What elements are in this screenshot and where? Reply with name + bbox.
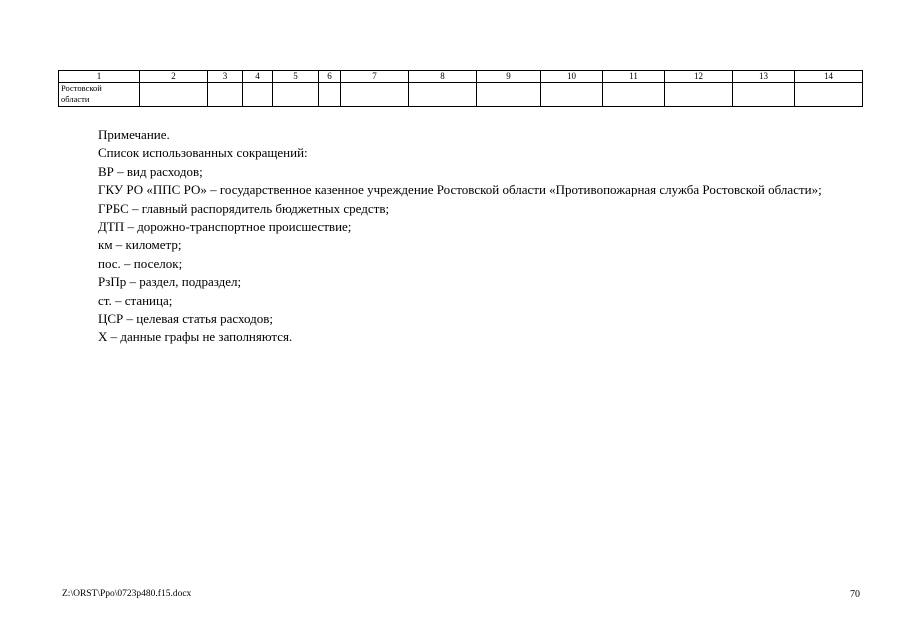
table-cell [665, 83, 733, 107]
abbreviation-item: РзПр – раздел, подраздел; [98, 274, 242, 290]
abbreviation-item: ДТП – дорожно-транспортное происшествие; [98, 219, 352, 235]
row-label-line: области [61, 94, 90, 104]
column-number: 3 [208, 71, 243, 83]
abbreviations-heading: Список использованных сокращений: [98, 145, 308, 161]
table-cell [603, 83, 665, 107]
table-cell [477, 83, 541, 107]
column-number: 12 [665, 71, 733, 83]
table-cell [733, 83, 795, 107]
column-number: 9 [477, 71, 541, 83]
abbreviation-item: ГКУ РО «ППС РО» – государственное казенное учреждение Ростовской области «Противопожарная служба Ростовской области»; [98, 182, 822, 198]
abbreviation-item: ВР – вид расходов; [98, 163, 203, 179]
abbreviation-item: ст. – станица; [98, 292, 173, 308]
row-label-line: Ростовской [61, 83, 102, 93]
column-number: 7 [341, 71, 409, 83]
table-cell [319, 83, 341, 107]
page-number: 70 [850, 589, 860, 600]
table-cell [341, 83, 409, 107]
column-number: 13 [733, 71, 795, 83]
row-label-cell [59, 83, 140, 107]
abbreviation-item: ЦСР – целевая статья расходов; [98, 311, 273, 327]
table-cell [795, 83, 863, 107]
table-cell [409, 83, 477, 107]
column-number: 8 [409, 71, 477, 83]
footer-file-path: Z:\ORST\Ppo\0723p480.f15.docx [62, 589, 192, 599]
column-number: 1 [59, 71, 140, 83]
column-number: 4 [243, 71, 273, 83]
column-number: 14 [795, 71, 863, 83]
table-cell [541, 83, 603, 107]
abbreviation-item: ГРБС – главный распорядитель бюджетных средств; [98, 200, 390, 216]
column-number: 10 [541, 71, 603, 83]
table-cell [243, 83, 273, 107]
column-number: 11 [603, 71, 665, 83]
column-number: 5 [273, 71, 319, 83]
abbreviation-item: пос. – поселок; [98, 255, 183, 271]
abbreviation-item: Х – данные графы не заполняются. [98, 329, 293, 345]
data-table [58, 70, 863, 107]
column-number: 2 [140, 71, 208, 83]
notes-section [62, 126, 860, 347]
table-cell [208, 83, 243, 107]
table-cell [140, 83, 208, 107]
table-header-row [59, 71, 863, 83]
note-title: Примечание. [98, 127, 170, 142]
table-row [59, 83, 863, 107]
abbreviation-item: км – километр; [98, 237, 182, 253]
table-cell [273, 83, 319, 107]
column-number: 6 [319, 71, 341, 83]
